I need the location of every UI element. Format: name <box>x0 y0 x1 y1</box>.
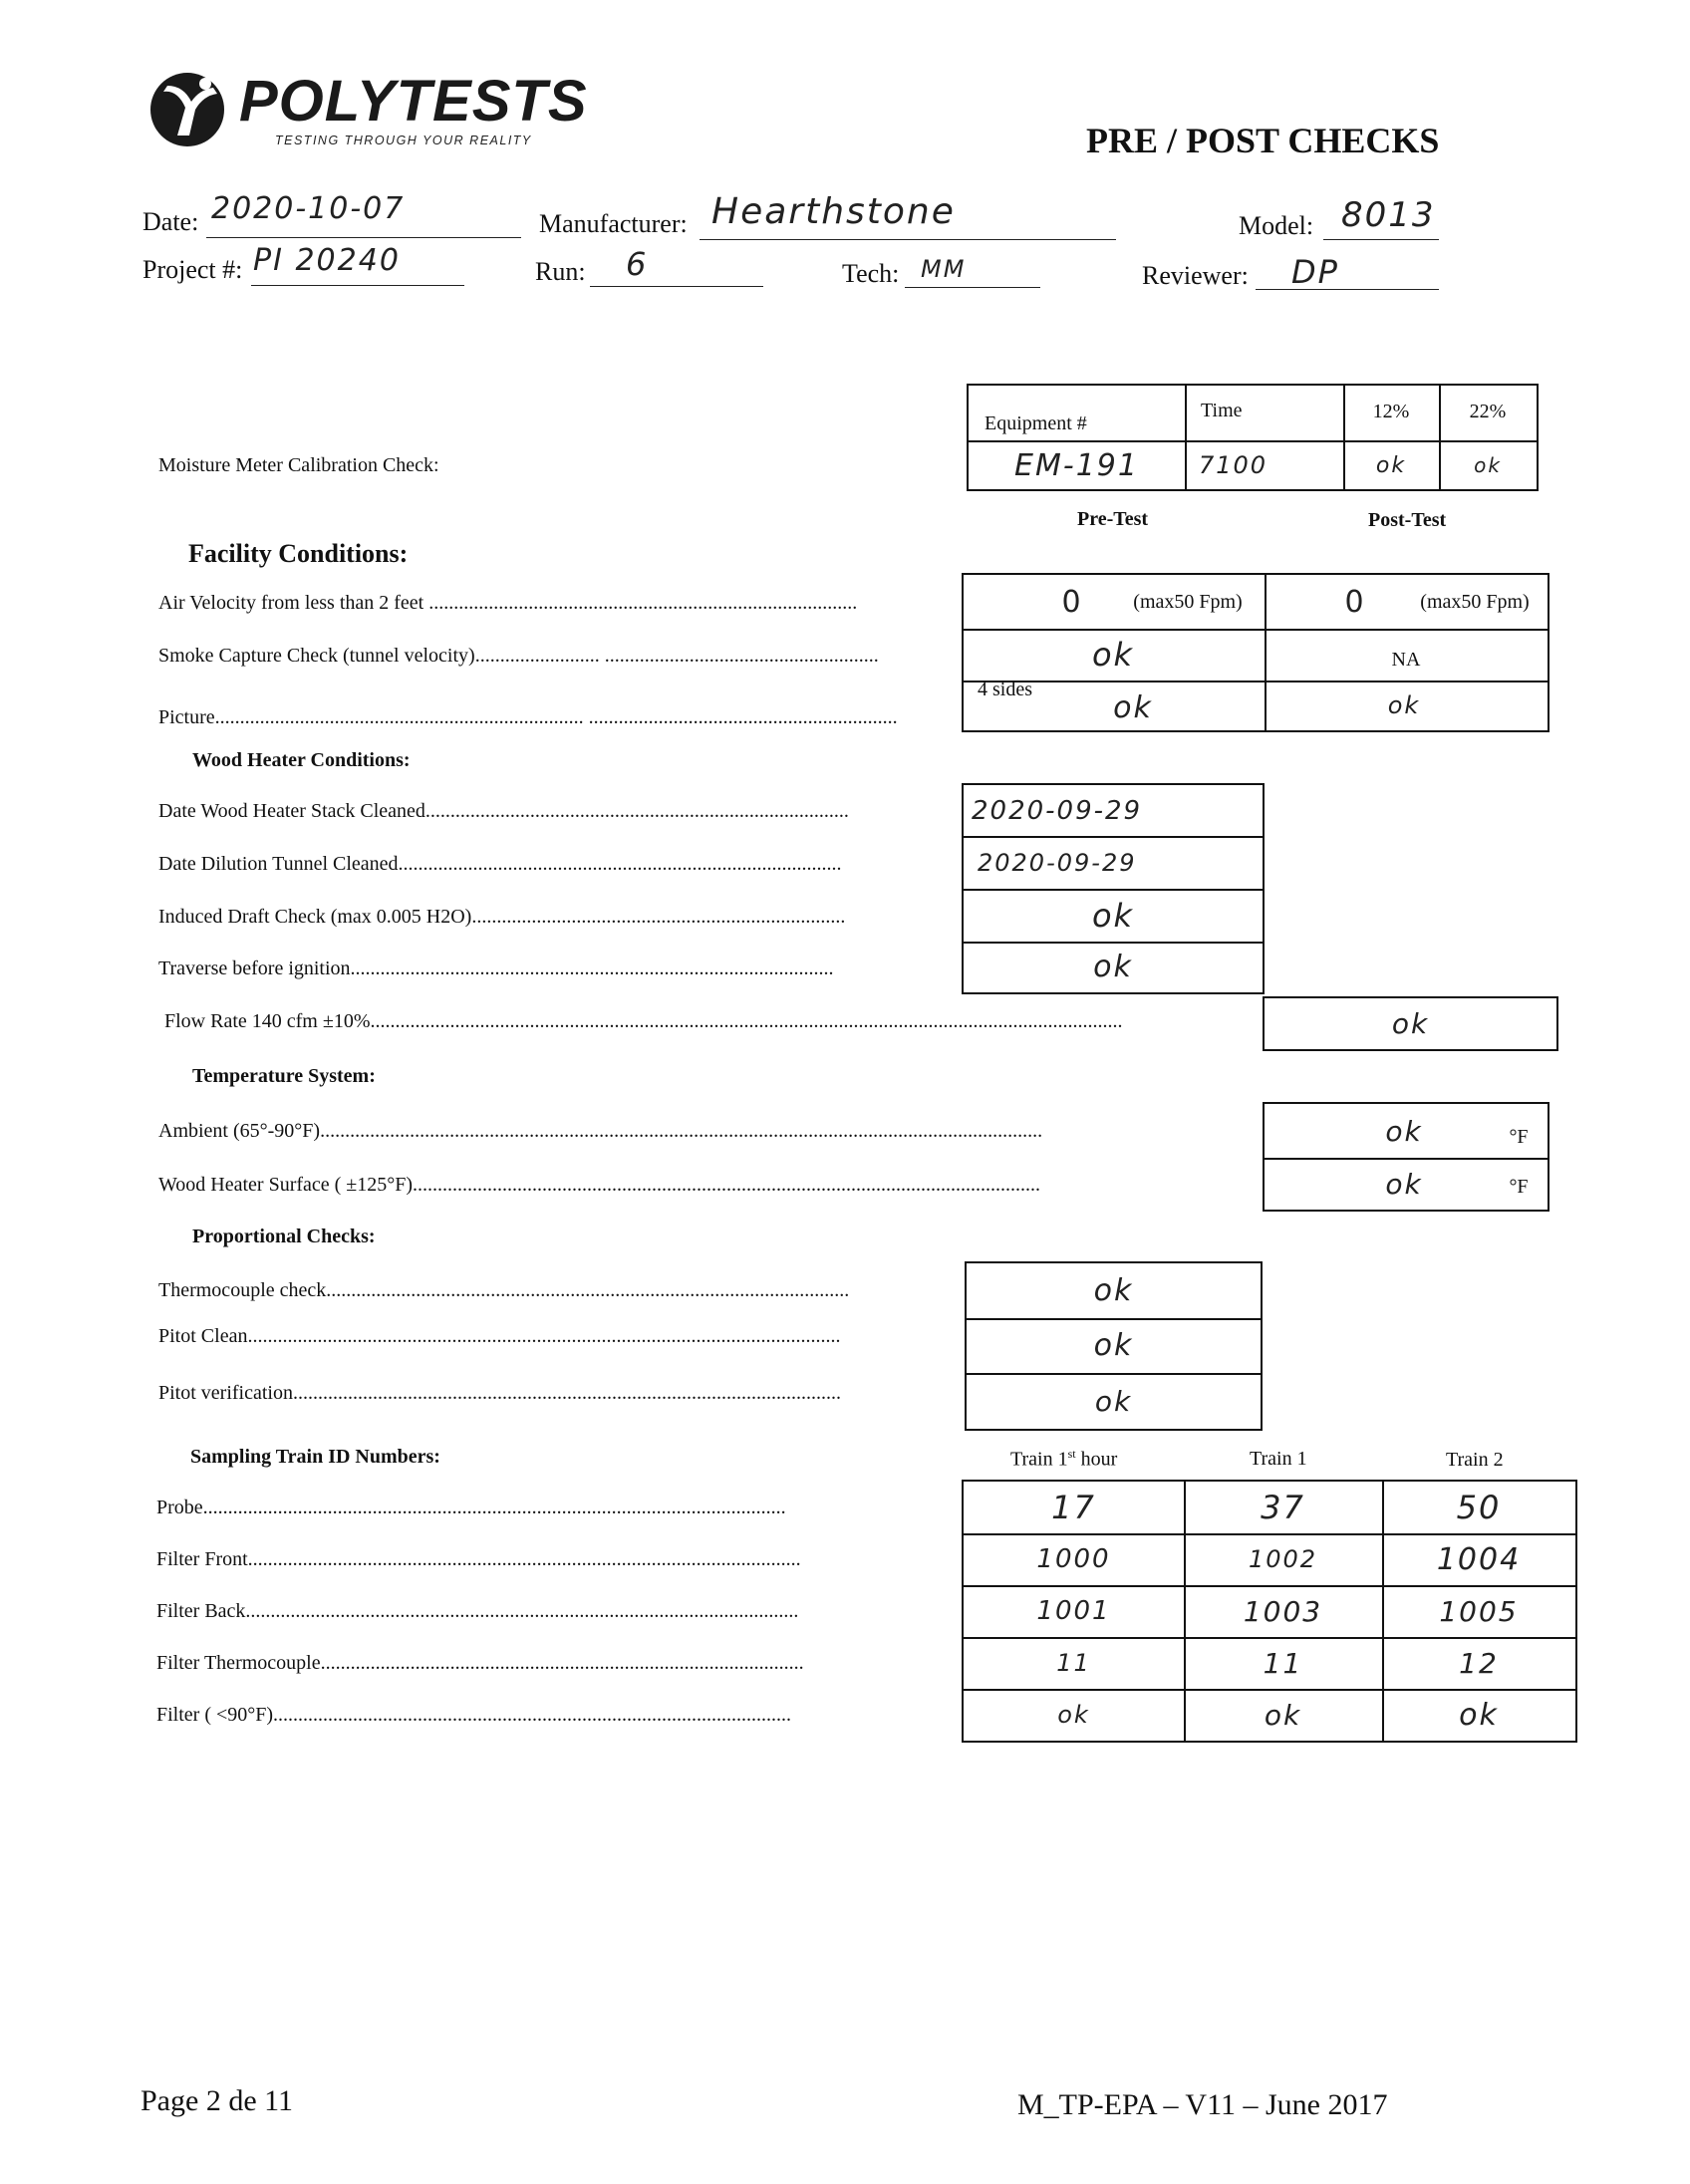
smoke-capture-pre-value[interactable]: ok <box>1091 636 1135 674</box>
picture-note: 4 sides <box>978 679 1032 700</box>
sampling-title: Sampling Train ID Numbers: <box>190 1446 440 1468</box>
pitot-clean-label: Pitot Clean....................................................................................................................... <box>158 1325 841 1347</box>
air-velocity-post-note: (max50 Fpm) <box>1420 590 1530 613</box>
induced-draft-label: Induced Draft Check (max 0.005 H2O)........................................................................... <box>158 906 846 928</box>
moisture-label: Moisture Meter Calibration Check: <box>158 454 439 476</box>
filter-thermocouple-train1-first-hour[interactable]: 11 <box>1056 1649 1091 1677</box>
picture-post-value[interactable]: ok <box>1387 691 1421 719</box>
model-field[interactable] <box>1323 239 1439 240</box>
moisture-header-12: 12% <box>1372 400 1410 422</box>
flow-rate-value[interactable]: ok <box>1391 1007 1430 1040</box>
tech-label: Tech: <box>842 259 900 288</box>
traverse-label: Traverse before ignition................................................................................................. <box>158 957 834 979</box>
temperature-table <box>1263 1102 1549 1212</box>
sampling-col-train1: Train 1 <box>1250 1448 1307 1470</box>
probe-train1[interactable]: 37 <box>1261 1489 1305 1526</box>
filter-front-train1-first-hour[interactable]: 1000 <box>1036 1544 1111 1574</box>
footer-page-number: Page 2 de 11 <box>141 2084 294 2117</box>
moisture-table <box>967 384 1539 491</box>
page-title: PRE / POST CHECKS <box>1086 121 1440 160</box>
tech-value: MM <box>921 255 967 283</box>
sampling-table <box>962 1480 1577 1743</box>
induced-draft-value[interactable]: ok <box>1091 896 1135 935</box>
footer-document-id: M_TP-EPA – V11 – June 2017 <box>1017 2088 1388 2121</box>
filter-back-train2[interactable]: 1005 <box>1439 1594 1519 1628</box>
moisture-header-equipment: Equipment # <box>985 411 1087 434</box>
sampling-col-train2: Train 2 <box>1446 1449 1504 1471</box>
filter-front-train2[interactable]: 1004 <box>1436 1541 1522 1577</box>
smoke-capture-label: Smoke Capture Check (tunnel velocity)......................... ....................................................... <box>158 645 879 667</box>
post-test-header: Post-Test <box>1368 509 1447 531</box>
moisture-12-value[interactable]: ok <box>1375 452 1407 478</box>
air-velocity-pre-value[interactable]: 0 <box>1061 584 1083 620</box>
filter-temp-train1[interactable]: ok <box>1264 1698 1302 1732</box>
filter-thermocouple-label: Filter Thermocouple................................................................................................. <box>156 1652 804 1674</box>
temperature-title: Temperature System: <box>192 1065 376 1087</box>
air-velocity-post-value[interactable]: 0 <box>1344 584 1366 620</box>
thermocouple-value[interactable]: ok <box>1093 1273 1134 1308</box>
model-label: Model: <box>1239 211 1314 240</box>
filter-temp-train1-first-hour[interactable]: ok <box>1057 1701 1090 1729</box>
moisture-header-time: Time <box>1201 399 1243 421</box>
probe-train2[interactable]: 50 <box>1456 1489 1502 1526</box>
flow-rate-label: Flow Rate 140 cfm ±10%....................................................................................................................................................... <box>164 1010 1123 1032</box>
surface-unit: °F <box>1509 1175 1529 1198</box>
filter-thermocouple-train1[interactable]: 11 <box>1263 1646 1303 1680</box>
date-label: Date: <box>142 207 199 236</box>
brand-tagline: TESTING THROUGH YOUR REALITY <box>275 134 532 147</box>
run-label: Run: <box>535 257 586 286</box>
picture-label: Picture.......................................................................... .............................................................. <box>158 706 898 728</box>
proportional-title: Proportional Checks: <box>192 1226 376 1247</box>
tech-field[interactable] <box>905 287 1040 288</box>
ambient-label: Ambient (65°-90°F)................................................................................................................................................. <box>158 1120 1043 1142</box>
filter-front-label: Filter Front............................................................................................................... <box>156 1548 801 1570</box>
date-field[interactable] <box>206 237 521 238</box>
proportional-table <box>965 1261 1263 1431</box>
stack-cleaned-value[interactable]: 2020-09-29 <box>972 795 1143 826</box>
pitot-clean-value[interactable]: ok <box>1093 1328 1134 1363</box>
date-value: 2020-10-07 <box>211 191 406 226</box>
project-label: Project #: <box>142 255 243 284</box>
reviewer-field[interactable] <box>1256 289 1439 290</box>
surface-label: Wood Heater Surface ( ±125°F).............................................................................................................................. <box>158 1174 1041 1196</box>
manufacturer-field[interactable] <box>700 239 1116 240</box>
filter-back-train1[interactable]: 1003 <box>1243 1594 1323 1628</box>
moisture-22-value[interactable]: ok <box>1474 453 1502 477</box>
smoke-capture-post-value[interactable]: NA <box>1391 648 1421 671</box>
filter-thermocouple-train2[interactable]: 12 <box>1459 1646 1499 1680</box>
filter-back-train1-first-hour[interactable]: 1001 <box>1036 1596 1111 1626</box>
manufacturer-value: Hearthstone <box>711 191 956 232</box>
facility-table <box>962 573 1549 732</box>
filter-front-train1[interactable]: 1002 <box>1248 1545 1318 1573</box>
flow-rate-box <box>1263 996 1558 1051</box>
moisture-header-22: 22% <box>1469 400 1507 422</box>
air-velocity-label: Air Velocity from less than 2 feet ...................................................................................... <box>158 592 858 614</box>
ambient-value[interactable]: ok <box>1385 1114 1423 1148</box>
project-field[interactable] <box>251 285 464 286</box>
facility-title: Facility Conditions: <box>188 539 409 568</box>
sampling-col-train1-first-hour: Train 1st hour <box>1010 1447 1118 1471</box>
reviewer-value: DP <box>1291 253 1339 291</box>
pitot-verification-value[interactable]: ok <box>1094 1384 1133 1418</box>
model-value: 8013 <box>1341 195 1436 235</box>
wood-heater-title: Wood Heater Conditions: <box>192 749 411 771</box>
reviewer-label: Reviewer: <box>1142 261 1249 290</box>
filter-temp-train2[interactable]: ok <box>1459 1697 1499 1733</box>
pre-test-header: Pre-Test <box>1077 508 1149 530</box>
polytests-logo-icon <box>147 70 227 149</box>
stack-cleaned-label: Date Wood Heater Stack Cleaned..................................................................................... <box>158 800 849 822</box>
air-velocity-pre-note: (max50 Fpm) <box>1133 590 1243 613</box>
logo <box>147 64 588 153</box>
probe-label: Probe..................................................................................................................... <box>156 1497 786 1518</box>
project-value: PI 20240 <box>253 243 401 278</box>
run-field[interactable] <box>590 286 763 287</box>
pitot-verification-label: Pitot verification.............................................................................................................. <box>158 1382 841 1404</box>
run-value: 6 <box>626 245 649 283</box>
wood-heater-table <box>962 783 1265 994</box>
probe-train1-first-hour[interactable]: 17 <box>1051 1489 1096 1526</box>
tunnel-cleaned-label: Date Dilution Tunnel Cleaned......................................................................................... <box>158 853 842 875</box>
tunnel-cleaned-value[interactable]: 2020-09-29 <box>978 848 1137 877</box>
ambient-unit: °F <box>1509 1125 1529 1148</box>
moisture-time-value[interactable]: 7100 <box>1199 451 1268 479</box>
filter-back-label: Filter Back............................................................................................................... <box>156 1600 799 1622</box>
picture-pre-value[interactable]: ok <box>1113 689 1153 725</box>
filter-temp-label: Filter ( <90°F)........................................................................................................ <box>156 1704 792 1726</box>
moisture-equipment-value[interactable]: EM-191 <box>1014 447 1139 483</box>
thermocouple-label: Thermocouple check......................................................................................................... <box>158 1279 850 1301</box>
surface-value[interactable]: ok <box>1385 1167 1423 1201</box>
manufacturer-label: Manufacturer: <box>539 209 688 238</box>
traverse-value[interactable]: ok <box>1093 950 1133 984</box>
brand-name: POLYTESTS <box>239 69 588 134</box>
